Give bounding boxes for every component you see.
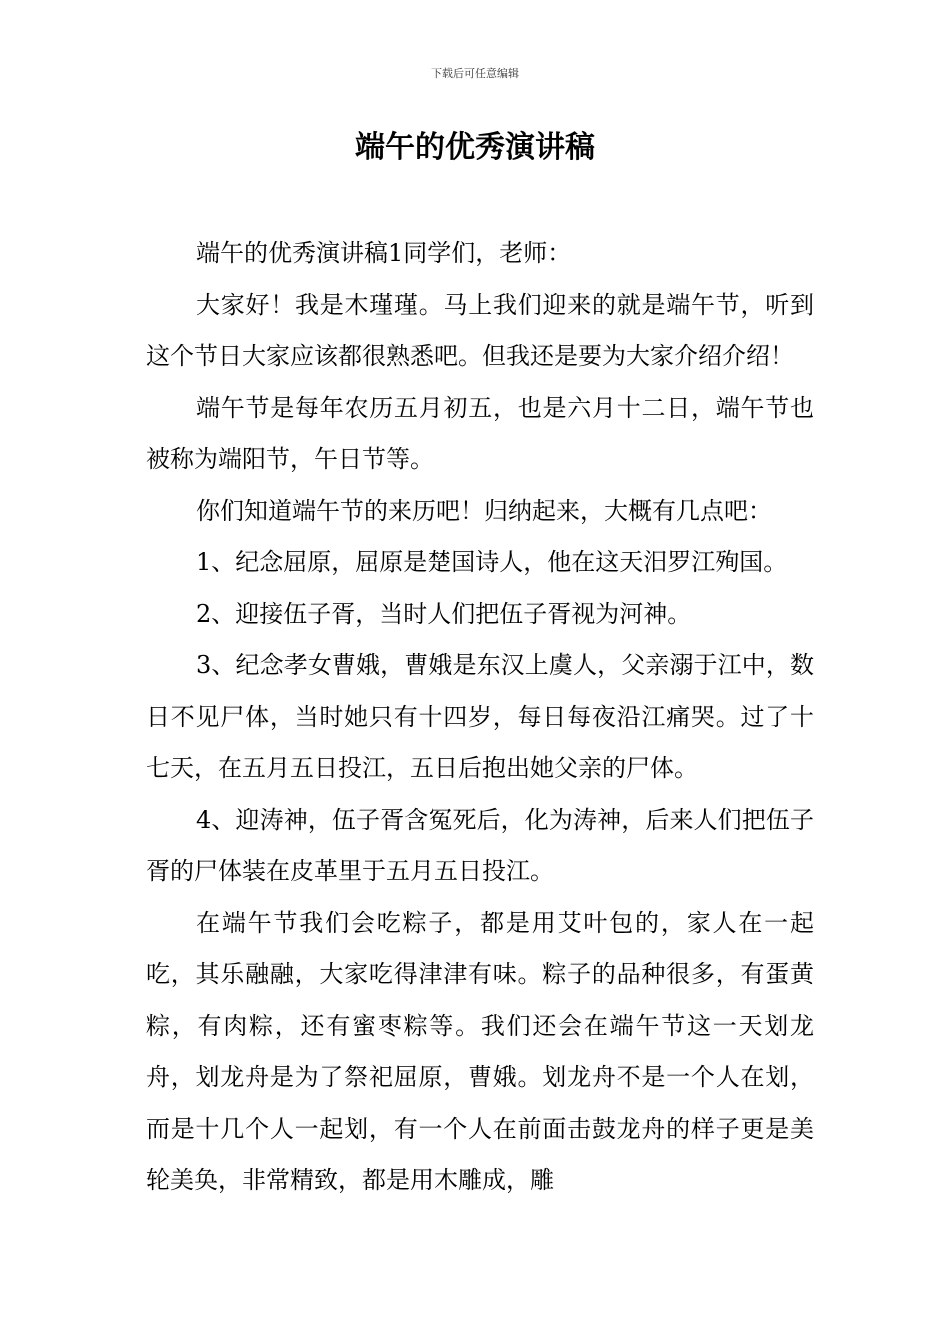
paragraph-date: 端午节是每年农历五月初五，也是六月十二日，端午节也被称为端阳节，午日节等。 xyxy=(146,393,814,473)
paragraph-origin-3: 3、纪念孝女曹娥，曹娥是东汉上虞人，父亲溺于江中，数日不见尸体，当时她只有十四岁，每日每夜沿江痛哭。过了十七天，在五月五日投江，五日后抱出她父亲的尸体。 xyxy=(146,651,814,782)
paragraph-origin-4: 4、迎涛神，伍子胥含冤死后，化为涛神，后来人们把伍子胥的尸体装在皮革里于五月五日投江。 xyxy=(146,805,814,885)
document-title: 端午的优秀演讲稿 xyxy=(355,130,595,165)
paragraph-origin-question: 你们知道端午节的来历吧！归纳起来，大概有几点吧： xyxy=(196,496,772,525)
paragraph-origin-1: 1、纪念屈原，屈原是楚国诗人，他在这天汨罗江殉国。 xyxy=(196,548,788,576)
paragraph-intro: 大家好！我是木瑾瑾。马上我们迎来的就是端午节，听到这个节日大家应该都很熟悉吧。但我还是要为大家介绍介绍！ xyxy=(146,290,814,370)
paragraph-greeting: 端午的优秀演讲稿1同学们，老师： xyxy=(196,239,572,267)
document-body xyxy=(146,228,814,1207)
header-note: 下载后可任意编辑 xyxy=(431,67,519,80)
paragraph-customs: 在端午节我们会吃粽子，都是用艾叶包的，家人在一起吃，其乐融融，大家吃得津津有味。粽子的品种很多，有蛋黄粽，有肉粽，还有蜜枣粽等。我们还会在端午节这一天划龙舟，划龙舟是为了祭祀屈原，曹娥。划龙舟不是一个人在划，而是十几个人一起划，有一个人在前面击鼓龙舟的样子更是美轮美奂，非常精致，都是用木雕成，雕 xyxy=(146,908,814,1194)
paragraph-origin-2: 2、迎接伍子胥，当时人们把伍子胥视为河神。 xyxy=(196,599,692,628)
